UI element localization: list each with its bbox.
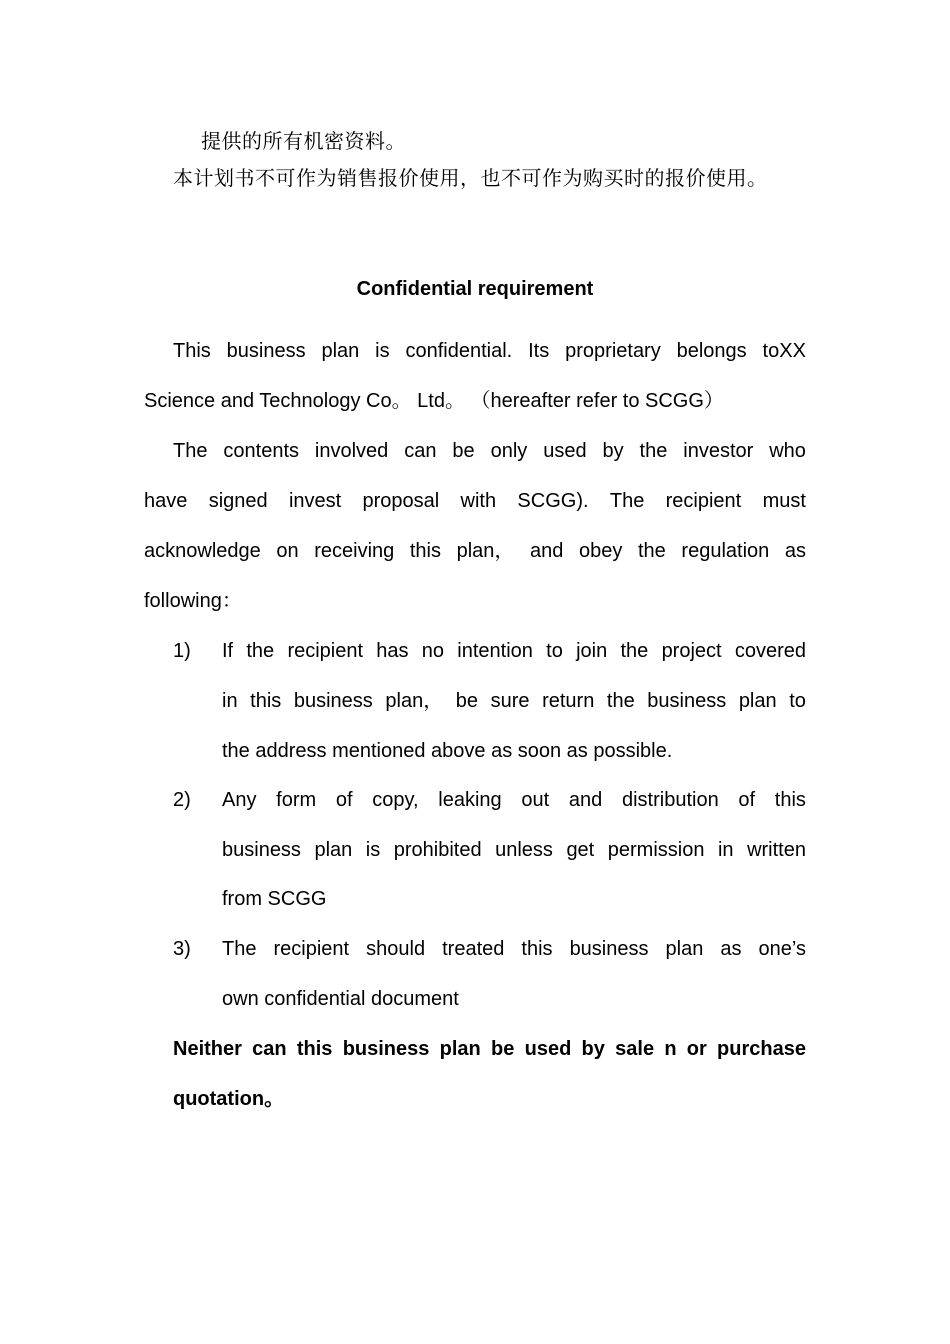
list-item-2-line-3: from SCGG <box>222 888 327 910</box>
list-item-1-line-2: in this business plan， be sure return the business plan to <box>222 690 806 712</box>
list-item-1-number: 1) <box>173 640 191 662</box>
list-item-3-line-2: own confidential document <box>222 988 459 1010</box>
section-heading: Confidential requirement <box>356 278 594 300</box>
para2-line-2: have signed invest proposal with SCGG). The recipient must <box>144 490 806 512</box>
closing-line-2: quotation。 <box>173 1088 285 1110</box>
list-item-2-number: 2) <box>173 789 191 811</box>
list-item-3-line-1: The recipient should treated this business plan as one’s <box>222 938 806 960</box>
chinese-line-2: 本计划书不可作为销售报价使用，也不可作为购买时的报价使用。 <box>173 166 768 190</box>
para2-line-1: The contents involved can be only used by the investor who <box>173 440 806 462</box>
list-item-3-number: 3) <box>173 938 191 960</box>
closing-line-1: Neither can this business plan be used by sale n or purchase <box>173 1038 806 1060</box>
para2-line-4: following： <box>144 590 242 612</box>
list-item-2-line-1: Any form of copy, leaking out and distribution of this <box>222 789 806 811</box>
list-item-1-line-1: If the recipient has no intention to join the project covered <box>222 640 806 662</box>
list-item-2-line-2: business plan is prohibited unless get permission in written <box>222 839 806 861</box>
list-item-1-line-3: the address mentioned above as soon as possible. <box>222 740 673 762</box>
para1-line-2: Science and Technology Co。 Ltd。 （hereafter refer to SCGG） <box>144 390 724 412</box>
para1-line-1: This business plan is confidential. Its proprietary belongs toXX <box>173 340 806 362</box>
chinese-line-1: 提供的所有机密资料。 <box>201 129 406 153</box>
para2-line-3: acknowledge on receiving this plan， and obey the regulation as <box>144 540 806 562</box>
